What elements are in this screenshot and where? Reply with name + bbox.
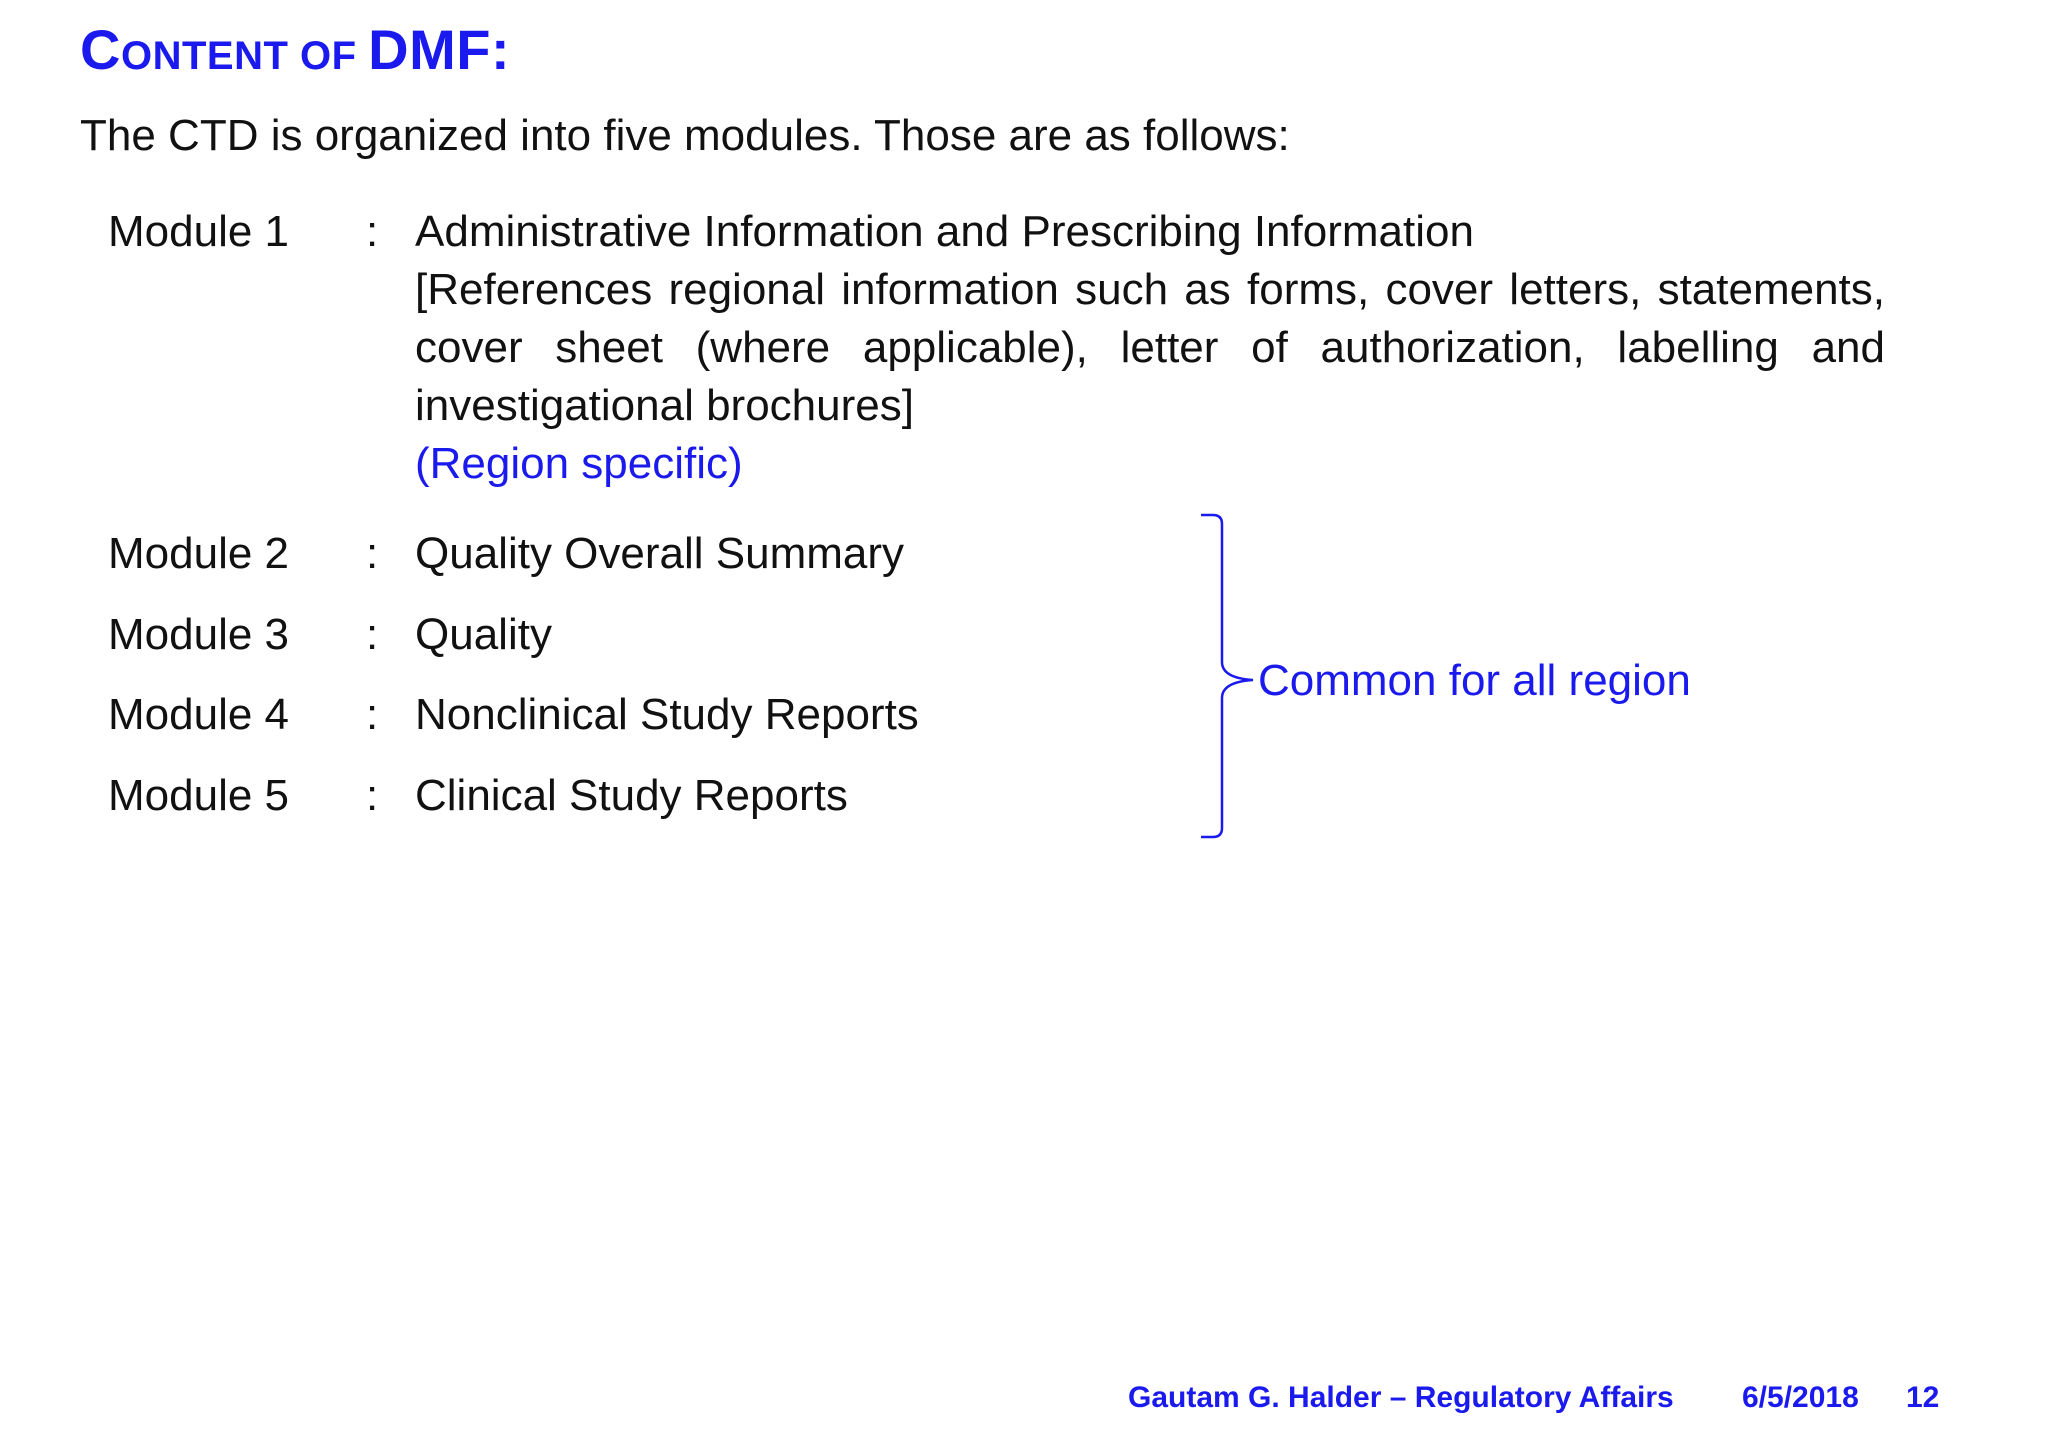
module-2-title: Quality Overall Summary <box>415 529 905 578</box>
module-4-separator: : <box>366 690 379 739</box>
module-2-label: Module 2 <box>108 529 290 578</box>
slide-number: 12 <box>1906 1381 1940 1414</box>
module-5-separator: : <box>366 771 379 820</box>
module-3-label: Module 3 <box>108 610 290 659</box>
module-1-region-note: (Region specific) <box>415 439 743 488</box>
module-4-title: Nonclinical Study Reports <box>415 690 919 739</box>
footer-author: Gautam G. Halder – Regulatory Affairs <box>1128 1381 1674 1414</box>
right-brace-icon <box>1195 512 1259 842</box>
module-3-separator: : <box>366 610 379 659</box>
module-2-separator: : <box>366 529 379 578</box>
module-1-separator: : <box>366 207 379 256</box>
module-1-description: [References regional information such as forms, cover letters, statements, cover sheet (where applicable), letter of authorization, labelling and investigational brochures] <box>415 265 1885 430</box>
module-4-label: Module 4 <box>108 690 290 739</box>
footer-date: 6/5/2018 <box>1742 1381 1859 1414</box>
intro-text: The CTD is organized into five modules. Those are as follows: <box>80 111 1290 160</box>
module-1-title: Administrative Information and Prescribing Information <box>415 207 1474 256</box>
slide-title: CONTENT OF DMF: <box>80 18 511 81</box>
module-5-label: Module 5 <box>108 771 290 820</box>
module-5-title: Clinical Study Reports <box>415 771 848 820</box>
module-1-label: Module 1 <box>108 207 290 256</box>
brace-label: Common for all region <box>1258 656 1691 705</box>
module-3-title: Quality <box>415 610 552 659</box>
